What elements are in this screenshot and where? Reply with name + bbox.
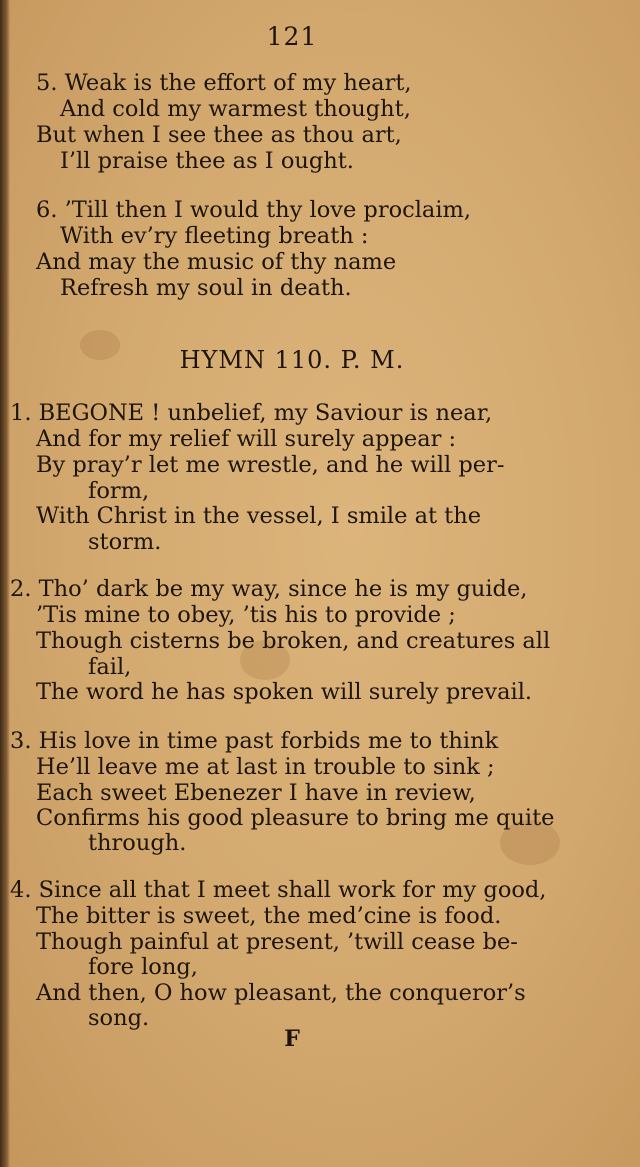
verse-line: Confirms his good pleasure to bring me quite xyxy=(36,805,555,831)
verse-line: And may the music of thy name xyxy=(36,249,397,275)
verse-line: storm. xyxy=(88,529,162,555)
verse-line: ’Tis mine to obey, ’tis his to provide ; xyxy=(36,602,456,628)
binding-gutter xyxy=(0,0,10,1167)
verse-line: Though cisterns be broken, and creatures all xyxy=(36,628,551,654)
verse-line: form, xyxy=(88,478,150,504)
verse-line: Refresh my soul in death. xyxy=(60,275,352,301)
verse-line: 6. ’Till then I would thy love proclaim, xyxy=(36,197,472,223)
verse-line: Though painful at present, ’twill cease be- xyxy=(36,929,518,955)
verse-line: fore long, xyxy=(88,954,198,980)
page-number: 121 xyxy=(266,22,318,51)
verse-line: 4. Since all that I meet shall work for my good, xyxy=(10,877,547,903)
verse-line: Each sweet Ebenezer I have in review, xyxy=(36,780,476,806)
verse-line: 3. His love in time past forbids me to think xyxy=(10,728,499,754)
verse-line: With Christ in the vessel, I smile at the xyxy=(36,503,482,529)
verse-line: He’ll leave me at last in trouble to sink ; xyxy=(36,754,495,780)
verse-line: song. xyxy=(88,1005,150,1031)
signature-mark: F xyxy=(284,1026,300,1052)
verse-line: through. xyxy=(88,830,187,856)
verse-line: 1. BEGONE ! unbelief, my Saviour is near, xyxy=(10,400,493,426)
hymn-title: HYMN 110. P. M. xyxy=(179,346,405,374)
verse-line: And then, O how pleasant, the conqueror’s xyxy=(36,980,526,1006)
verse-line: 2. Tho’ dark be my way, since he is my guide, xyxy=(10,576,528,602)
verse-line: But when I see thee as thou art, xyxy=(36,122,402,148)
verse-line: With ev’ry fleeting breath : xyxy=(60,223,369,249)
verse-line: fail, xyxy=(88,654,132,680)
verse-line: 5. Weak is the effort of my heart, xyxy=(36,70,412,96)
verse-line: The word he has spoken will surely prevail. xyxy=(36,679,533,705)
verse-line: By pray’r let me wrestle, and he will per- xyxy=(36,452,505,478)
verse-line: The bitter is sweet, the med’cine is food. xyxy=(36,903,502,929)
verse-line: I’ll praise thee as I ought. xyxy=(60,148,354,174)
verse-line: And for my relief will surely appear : xyxy=(36,426,457,452)
verse-line: And cold my warmest thought, xyxy=(60,96,411,122)
